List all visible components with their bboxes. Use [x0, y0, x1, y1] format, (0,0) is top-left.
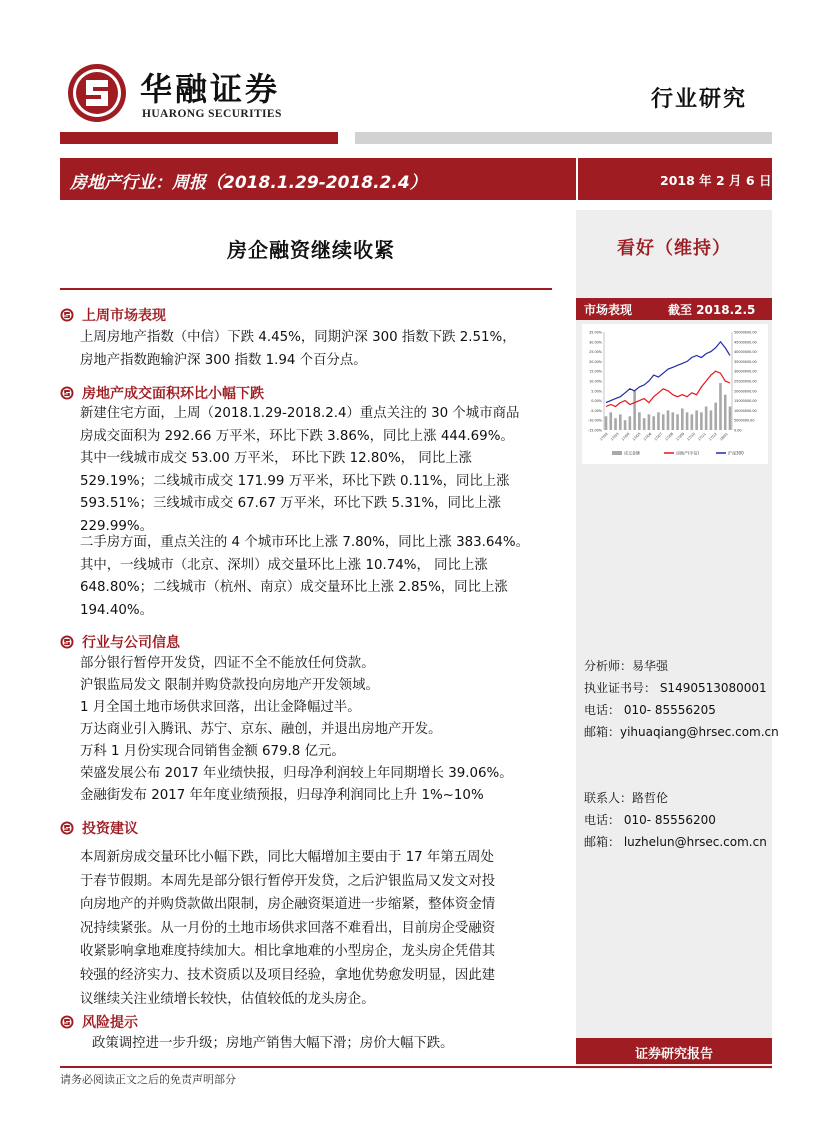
text-line: 于春节假期。本周先是部分银行暂停开发贷，之后沪银监局又发文对投 [80, 873, 496, 889]
report-title: 房地产行业：周报（2018.1.29-2018.2.4） [70, 173, 427, 193]
analyst-name: 分析师：易华强 [584, 659, 669, 673]
text-line: 229.99%。 [80, 518, 153, 534]
market-performance-chart [582, 324, 768, 464]
chart-y-tick-label: 5.00% [591, 389, 602, 394]
footer-rule [60, 1066, 772, 1068]
chart-x-tick-label: 17/06 [642, 431, 653, 442]
news-item: 金融街发布 2017 年年度业绩预报，归母净利润同比上升 1%~10% [80, 788, 484, 803]
chart-volume-bar [676, 414, 679, 430]
chart-legend-label: 成交金额 [624, 450, 640, 456]
section-title: 上周市场表现 [82, 308, 166, 324]
chart-y-tick-label: 15.00% [589, 369, 602, 374]
chart-y-tick-label: 0.00% [591, 399, 602, 404]
text-line: 况持续紧张。从一月份的土地市场供求回落不难看出，目前房企受融资 [80, 920, 496, 936]
text-line: 较强的经济实力、技术资质以及项目经验，拿地优势愈发明显，因此建 [80, 967, 496, 983]
section-heading-risk [60, 1012, 138, 1032]
chart-volume-bar [624, 420, 627, 430]
report-date: 2018 年 2 月 6 日 [660, 173, 772, 188]
chart-x-tick-label: 17/05 [631, 431, 642, 442]
chart-y-tick-label: 30.00% [589, 340, 602, 345]
text-line: 其中，一线城市（北京、深圳）成交量环比上涨 10.74%， 同比上涨 [80, 557, 488, 573]
chart-x-tick-label: 17/12 [708, 431, 718, 442]
chart-y2-tick-label: 5000000.00 [734, 418, 755, 423]
chart-legend-label: 沪深300 [728, 450, 744, 456]
disclaimer: 请务必阅读正文之后的免责声明部分 [60, 1073, 236, 1086]
chart-y-tick-label: 35.00% [589, 330, 602, 335]
news-item: 沪银监局发文 限制并购贷款投向房地产开发领域。 [80, 678, 379, 693]
chart-volume-bar [652, 416, 655, 430]
chart-volume-bar [719, 383, 722, 430]
news-item: 部分银行暂停开发贷，四证不全不能放任何贷款。 [80, 656, 375, 671]
contact-name: 联系人：路哲伦 [584, 791, 669, 805]
chart-volume-bar [667, 410, 670, 430]
chart-y-tick-label: -15.00% [587, 428, 602, 433]
news-item: 1 月全国土地市场供求回落，出让金降幅过半。 [80, 700, 361, 715]
section-title: 行业与公司信息 [82, 635, 180, 651]
section-bullet-icon [60, 1015, 74, 1029]
chart-y2-tick-label: 50000000.00 [734, 330, 757, 335]
text-line: 收紧影响拿地难度持续加大。相比拿地难的小型房企，龙头房企凭借其 [80, 944, 496, 960]
chart-y2-tick-label: 10000000.00 [734, 408, 757, 413]
headline: 房企融资继续收紧 [227, 238, 395, 262]
huarong-logo-icon [66, 62, 128, 124]
news-item: 万达商业引入腾讯、苏宁、京东、融创，并退出房地产开发。 [80, 722, 442, 737]
chart-y2-tick-label: 45000000.00 [734, 340, 757, 345]
title-band-divider [576, 158, 578, 200]
chart-volume-bar [629, 416, 632, 430]
document-type: 行业研究 [650, 87, 747, 112]
market-date: 截至 2018.2.5 [668, 303, 756, 317]
analyst-phone: 电话： 010- 85556205 [584, 703, 716, 717]
chart-y2-tick-label: 20000000.00 [734, 389, 757, 394]
investment-advice [80, 846, 552, 1011]
section-heading-advice [60, 818, 138, 838]
text-line: 向房地产的并购贷款做出限制，房企融资渠道进一步缩紧，整体资金情 [80, 897, 496, 913]
risk-text: 政策调控进一步升级；房地产销售大幅下滑；房价大幅下跌。 [92, 1036, 454, 1051]
chart-y-tick-label: 20.00% [589, 359, 602, 364]
chart-volume-bar [609, 412, 612, 430]
section-bullet-icon [60, 821, 74, 835]
chart-volume-bar [691, 414, 694, 430]
contact-phone: 电话： 010- 85556200 [584, 813, 716, 827]
chart-volume-bar [633, 391, 636, 430]
chart-y2-tick-label: 15000000.00 [734, 399, 757, 404]
second-hand-paragraph [80, 532, 552, 622]
chart-volume-bar [638, 412, 641, 430]
contact-email[interactable]: 邮箱： luzhelun@hrsec.com.cn [584, 835, 767, 849]
text-line: 房地产指数跑输沪深 300 指数 1.94 个百分点。 [80, 352, 367, 368]
chart-volume-bar [648, 414, 651, 430]
chart-y2-tick-label: 25000000.00 [734, 379, 757, 384]
analyst-license: 执业证书号： S1490513080001 [584, 681, 767, 695]
section-title: 风险提示 [82, 1015, 138, 1031]
section-heading-transactions [60, 383, 264, 403]
chart-y-tick-label: -10.00% [587, 418, 602, 423]
headline-rule [60, 288, 552, 290]
section-heading-market [60, 305, 166, 325]
chart-volume-bar [643, 418, 646, 430]
chart-legend-label: 房地产(中信) [676, 450, 700, 456]
text-line: 二手房方面，重点关注的 4 个城市环比上涨 7.80%，同比上涨 383.64%。 [80, 535, 530, 550]
text-line: 房成交面积为 292.66 万平米，环比下跌 3.86%，同比上涨 444.69%。 [80, 428, 514, 444]
header-bar-red [60, 132, 338, 144]
text-line: 上周房地产指数（中信）下跌 4.45%，同期沪深 300 指数下跌 2.51%， [80, 330, 516, 345]
text-line: 新建住宅方面，上周（2018.1.29-2018.2.4）重点关注的 30 个城市商品 [80, 406, 520, 421]
chart-x-tick-label: 17/11 [697, 431, 707, 442]
chart-legend-swatch [612, 451, 622, 455]
section-title: 房地产成交面积环比小幅下跌 [82, 386, 264, 402]
chart-volume-bar [619, 414, 622, 430]
chart-volume-bar [724, 395, 727, 430]
section-bullet-icon [60, 386, 74, 400]
chart-volume-bar [700, 412, 703, 430]
chart-y-tick-label: 25.00% [589, 350, 602, 355]
text-line: 议继续关注业绩增长较快，估值较低的龙头房企。 [80, 991, 375, 1007]
text-line: 648.80%；二线城市（杭州、南京）成交量环比上涨 2.85%，同比上涨 [80, 580, 508, 595]
chart-x-tick-label: 17/03 [609, 431, 620, 442]
text-line: 529.19%；二线城市成交 171.99 万平米，环比下跌 0.11%，同比上涨 [80, 473, 510, 489]
chart-volume-bar [686, 412, 689, 430]
chart-y-tick-label: -5.00% [590, 408, 602, 413]
brand-name-en: HUARONG SECURITIES [142, 108, 282, 120]
text-line: 本周新房成交量环比小幅下跌，同比大幅增加主要由于 17 年第五周处 [80, 850, 494, 865]
section-bullet-icon [60, 635, 74, 649]
text-line: 194.40%。 [80, 602, 153, 618]
chart-volume-bar [710, 410, 713, 430]
chart-y2-tick-label: 35000000.00 [734, 359, 757, 364]
rating: 看好（维持） [617, 238, 731, 259]
chart-y-tick-label: 10.00% [589, 379, 602, 384]
chart-x-tick-label: 17/02 [598, 431, 609, 442]
chart-x-tick-label: 17/10 [686, 431, 696, 442]
chart-y2-tick-label: 40000000.00 [734, 350, 757, 355]
chart-y2-tick-label: 30000000.00 [734, 369, 757, 374]
chart-x-tick-label: 17/04 [620, 431, 631, 442]
chart-volume-bar [714, 403, 717, 430]
chart-volume-bar [657, 412, 660, 430]
section-bullet-icon [60, 308, 74, 322]
section-title: 投资建议 [82, 821, 138, 837]
section-heading-news [60, 632, 180, 652]
chart-y2-tick-label: 0.00 [734, 428, 742, 433]
new-housing-paragraph [80, 403, 552, 538]
chart-x-tick-label: 18/01 [718, 431, 729, 442]
text-line: 其中一线城市成交 53.00 万平米， 环比下跌 12.80%， 同比上涨 [80, 451, 472, 466]
chart-volume-bar [695, 410, 698, 430]
chart-volume-bar [729, 406, 732, 430]
chart-x-tick-label: 17/07 [653, 431, 664, 442]
analyst-email[interactable]: 邮箱：yihuaqiang@hrsec.com.cn [584, 725, 779, 739]
chart-volume-bar [705, 406, 708, 430]
brand-name-cn: 华融证券 [140, 70, 281, 108]
chart-volume-bar [671, 412, 674, 430]
chart-x-tick-label: 17/08 [664, 431, 675, 442]
header-bar-gray [355, 132, 772, 144]
chart-x-tick-label: 17/09 [675, 431, 686, 442]
market-label: 市场表现 [584, 303, 633, 317]
chart-volume-bar [662, 414, 665, 430]
chart-volume-bar [605, 416, 608, 430]
report-type-label: 证券研究报告 [634, 1047, 713, 1062]
chart-volume-bar [614, 418, 617, 430]
chart-volume-bar [681, 408, 684, 430]
market-summary [80, 327, 552, 372]
news-item: 万科 1 月份实现合同销售金额 679.8 亿元。 [80, 744, 345, 759]
text-line: 593.51%；三线城市成交 67.67 万平米，环比下跌 5.31%，同比上涨 [80, 496, 502, 511]
news-item: 荣盛发展公布 2017 年业绩快报，归母净利润较上年同期增长 39.06%。 [80, 766, 513, 781]
